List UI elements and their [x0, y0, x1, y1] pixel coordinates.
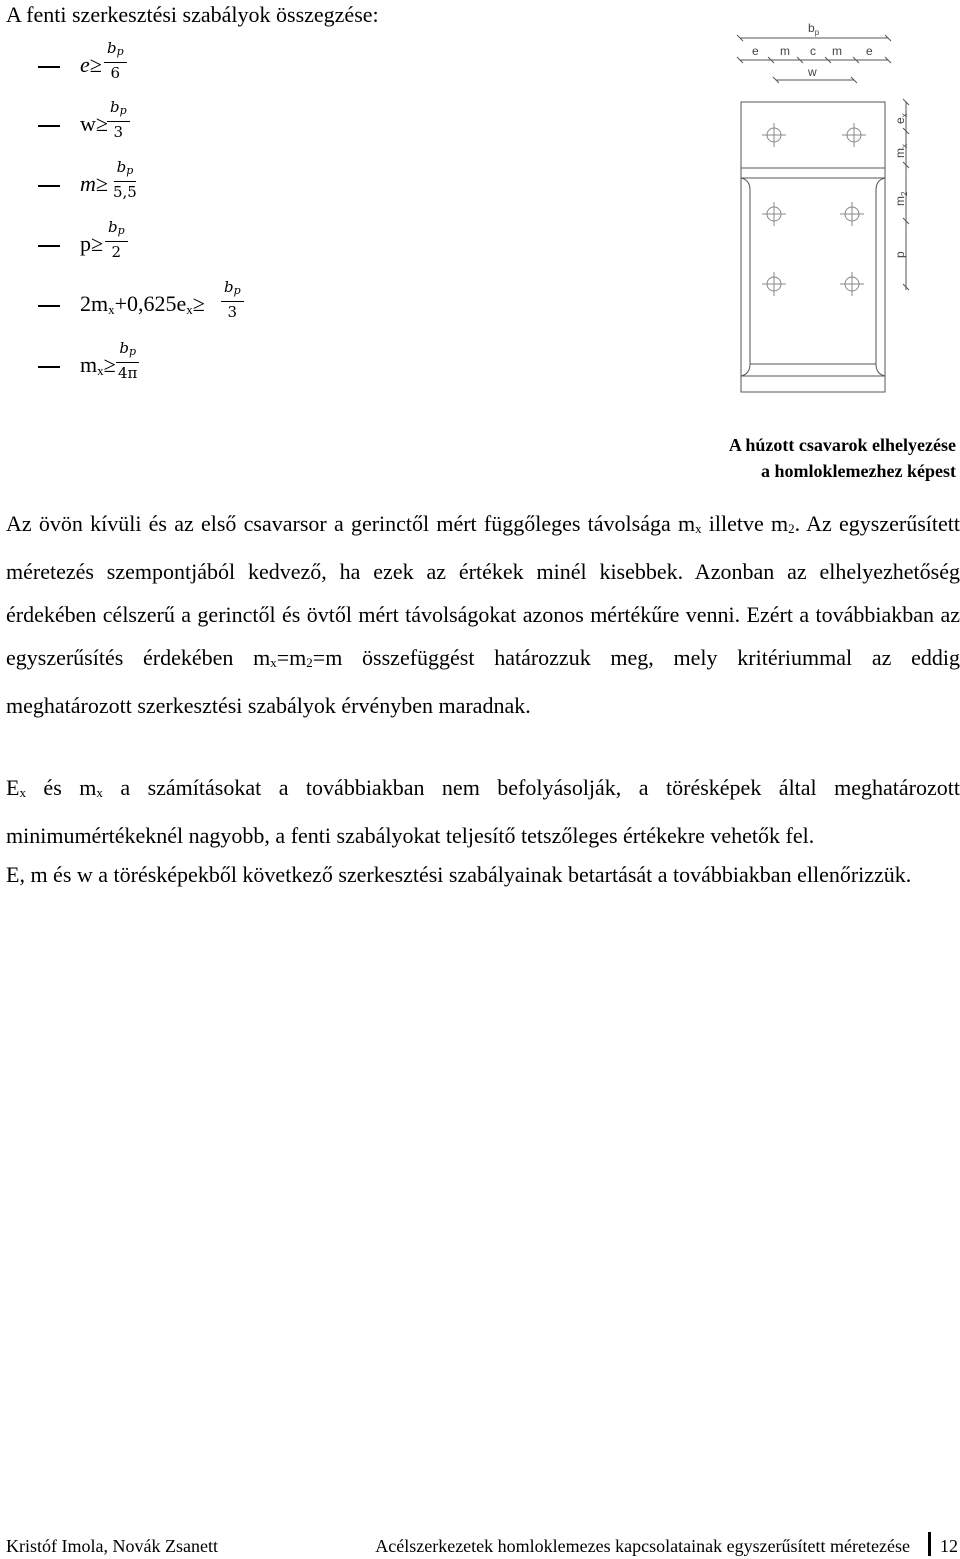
- label-m: m: [780, 44, 790, 58]
- endplate-figure: [728, 18, 928, 398]
- list-dash: [38, 125, 60, 127]
- list-dash: [38, 245, 60, 247]
- footer-title: Acélszerkezetek homloklemezes kapcsolatainak egyszerűsített méretezése: [375, 1536, 910, 1556]
- rule-lhs: m≥: [80, 171, 108, 196]
- figure-caption: A húzott csavarok elhelyezése a homloklemezhez képest: [728, 435, 956, 481]
- list-dash: [38, 305, 60, 307]
- label-c: c: [810, 44, 816, 58]
- label-m: m: [832, 44, 842, 58]
- fraction: $\frac{b_p}{5,5}$: [113, 158, 137, 201]
- list-dash: [38, 66, 60, 68]
- list-dash: [38, 185, 60, 187]
- rule-lhs: $m_x\ge$: [80, 352, 116, 378]
- endplate-drawing: [728, 18, 928, 398]
- label-mx: $m_x$: [893, 144, 909, 158]
- rule-lhs: p≥: [80, 231, 104, 256]
- fraction: $\frac{b_p}{6}$: [104, 38, 127, 83]
- rule-lhs: w≥: [80, 111, 108, 136]
- paragraph: E, m és w a törésképekből következő szerkesztési szabályainak betartását a továbbiakban ellenőrizzük.: [6, 862, 912, 887]
- label-e: e: [866, 44, 873, 58]
- page-number: 12: [940, 1536, 958, 1556]
- fraction: $\frac{b_p}{3}$: [107, 97, 130, 142]
- bolt-icon: [840, 202, 864, 226]
- rule-lhs: $2m_x+0,625e_x\ge$: [80, 291, 205, 317]
- page-heading: A fenti szerkesztési szabályok összegzése:: [6, 2, 379, 27]
- fraction: $\frac{b_p}{3}$: [221, 277, 244, 322]
- bolt-icon: [762, 123, 786, 147]
- page-footer: [0, 1532, 960, 1558]
- label-p: p: [893, 251, 907, 258]
- label-ex: $e_x$: [893, 113, 909, 124]
- rule-lhs: e≥: [80, 52, 102, 77]
- bolt-icon: [840, 272, 864, 296]
- fraction: $\frac{b_p}{4\pi}$: [118, 339, 138, 382]
- label-bp: $b_p$: [808, 21, 820, 37]
- label-w: w: [808, 65, 817, 79]
- footer-separator: [928, 1532, 931, 1556]
- fraction: $\frac{b_p}{2}$: [105, 217, 128, 262]
- list-dash: [38, 366, 60, 368]
- label-m2: $m_2$: [893, 191, 909, 206]
- bolt-group: [762, 123, 866, 296]
- footer-authors: Kristóf Imola, Novák Zsanett: [6, 1536, 218, 1556]
- bolt-icon: [762, 202, 786, 226]
- label-e: e: [752, 44, 759, 58]
- bolt-icon: [762, 272, 786, 296]
- paragraph: Az övön kívüli és az első csavarsor a gerinctől mért függőleges távolsága $m_x$ illetve $m_2$. Az egyszerűsített méretezés szempontjából kedvező, ha ezek az értékek minél kisebbek. Azonban az elhelyezhetőség érdekében célszerű a gerinctől és övtől mért távolságokat azonos mértékűre venni. Ezért a továbbiakban az egyszerűsítés érdekében $m_x=m_2=m$ összefüggést határozzuk meg, mely kritériummal az eddig meghatározott szerkesztési szabályok érvényben maradnak.: [6, 511, 960, 718]
- bolt-icon: [842, 123, 866, 147]
- paragraph: $E_x$ és $m_x$ a számításokat a továbbiakban nem befolyásolják, a törésképek által meghatározott minimumértékeknél nagyobb, a fenti szabályokat teljesítő tetszőleges értékekre vehetők fel.: [6, 775, 960, 848]
